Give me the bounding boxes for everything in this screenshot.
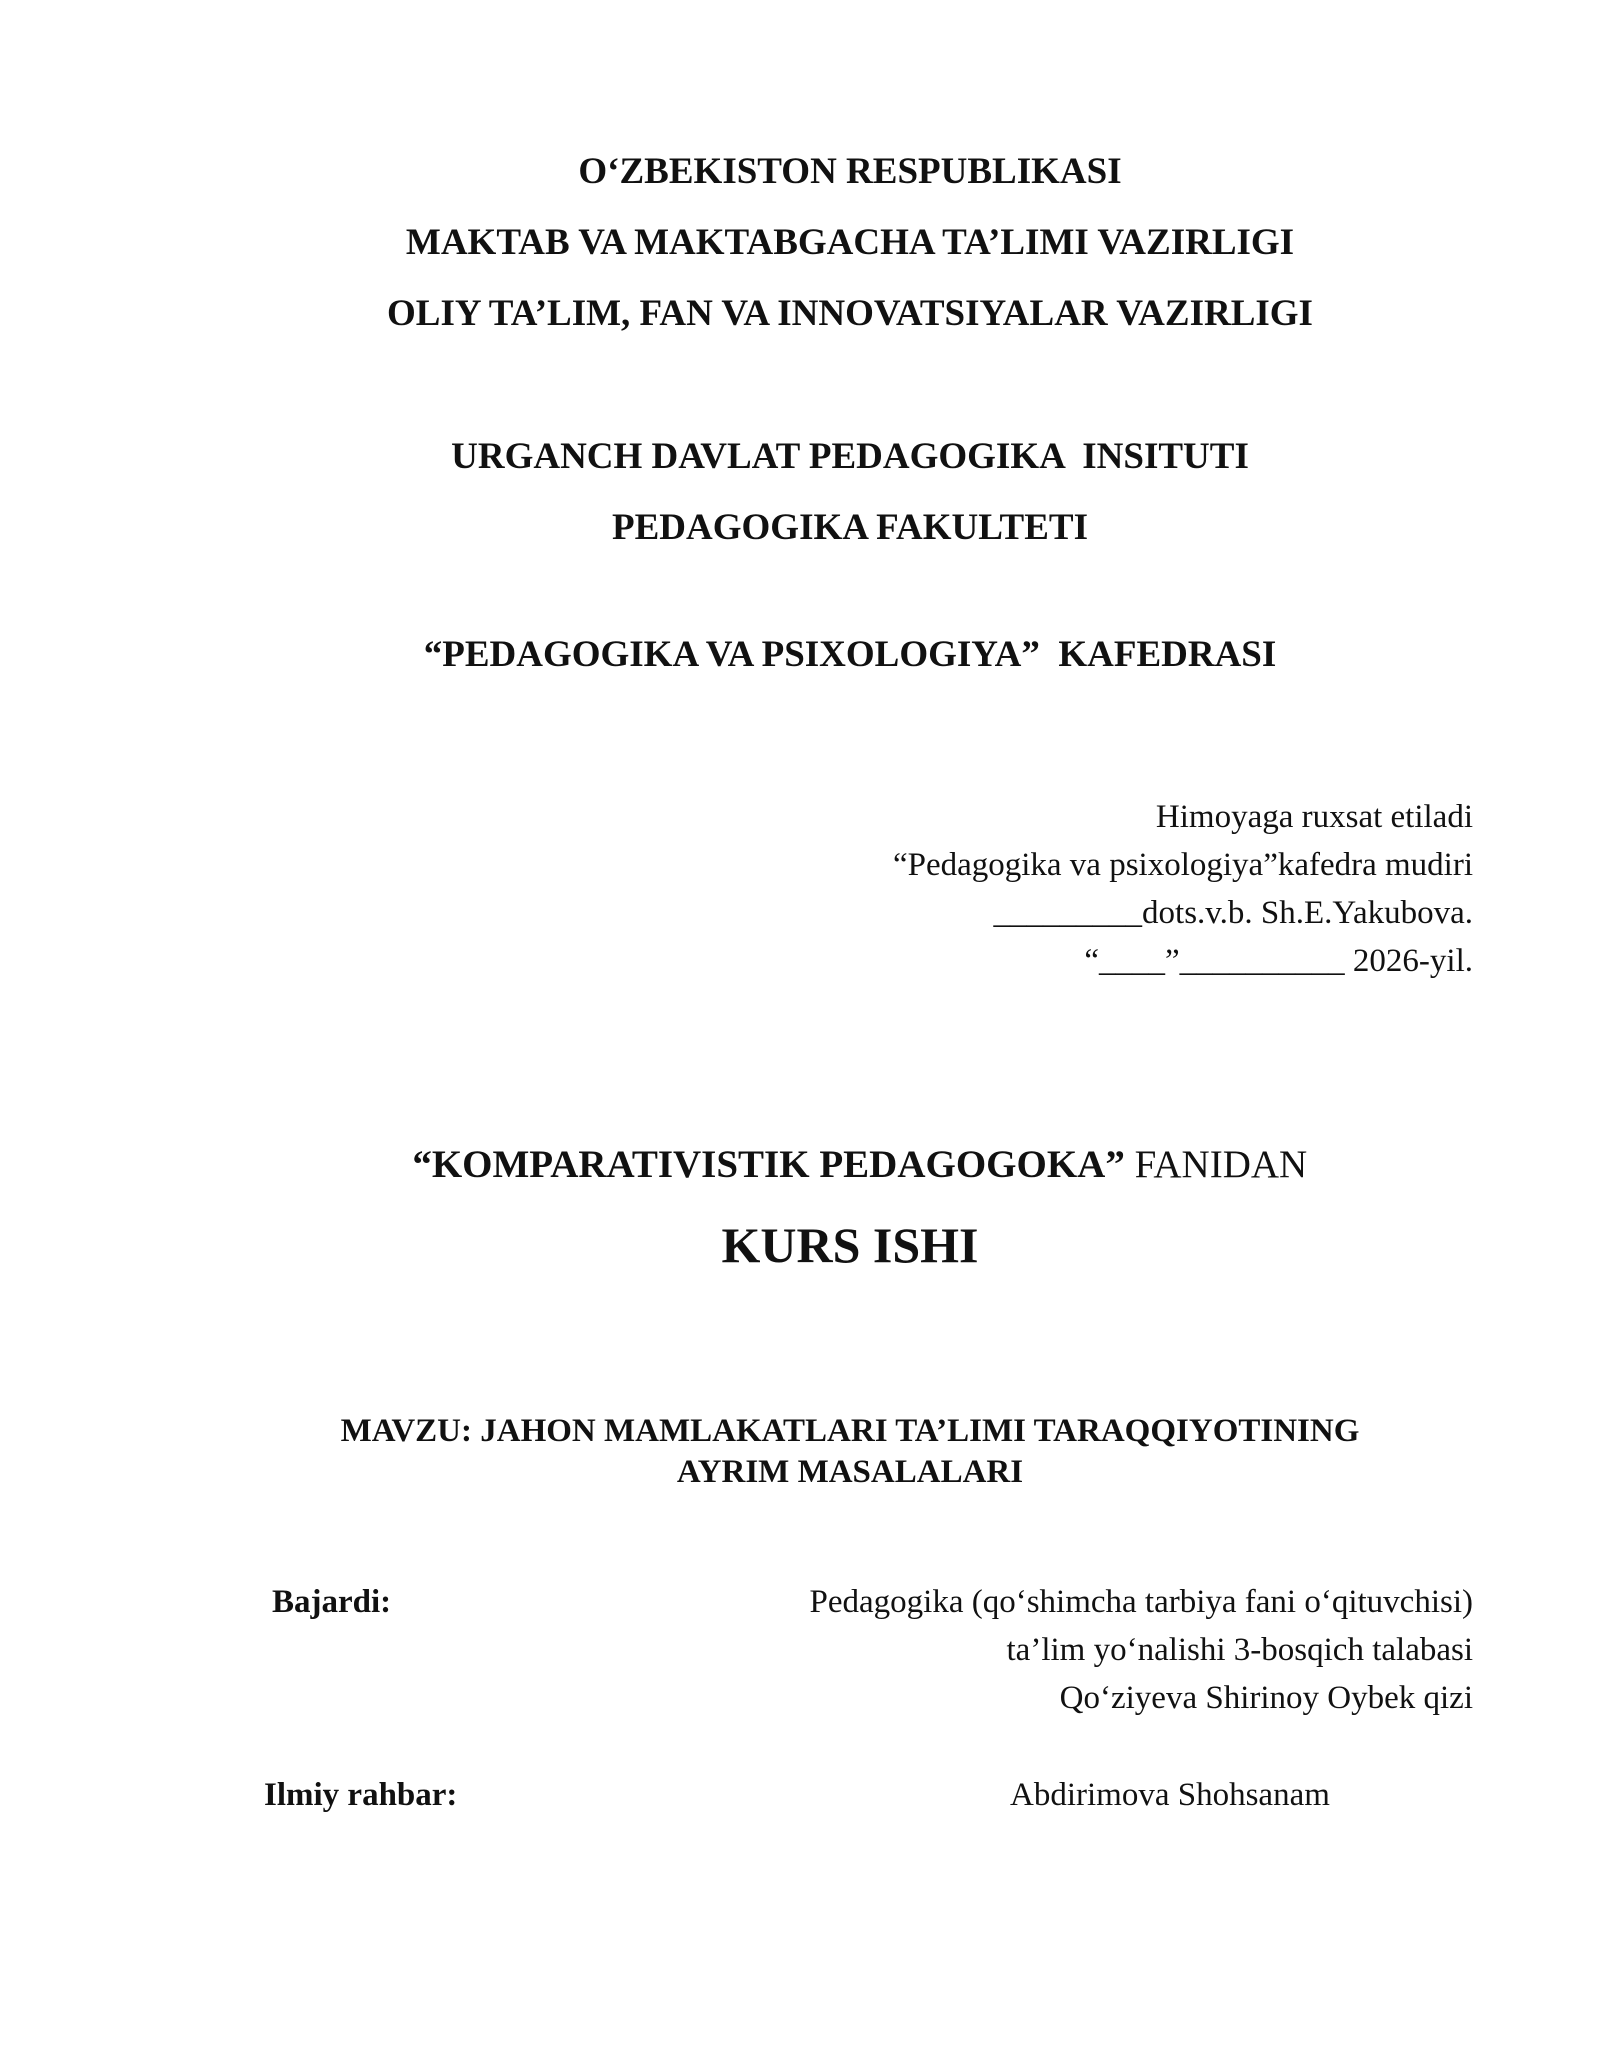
performer-line-1: Pedagogika (qo‘shimcha tarbiya fani o‘qituvchisi)	[809, 1584, 1473, 1620]
approval-line-1: Himoyaga ruxsat etiladi	[1155, 799, 1473, 835]
approval-line-2: “Pedagogika va psixologiya”kafedra mudiri	[892, 847, 1473, 883]
supervisor-name: Abdirimova Shohsanam	[1010, 1777, 1330, 1813]
faculty-name: PEDAGOGIKA FAKULTETI	[612, 507, 1088, 548]
subject-title	[0, 1106, 1600, 1184]
subject-suffix: FANIDAN	[1124, 1143, 1308, 1186]
topic-line-1: MAVZU: JAHON MAMLAKATLARI TA’LIMI TARAQQIYOTINING	[340, 1413, 1360, 1449]
performer-label: Bajardi:	[272, 1584, 392, 1620]
ministry-header-line-2: MAKTAB VA MAKTABGACHA TA’LIMI VAZIRLIGI	[405, 222, 1295, 263]
department-name: “PEDAGOGIKA VA PSIXOLOGIYA” KAFEDRASI	[423, 634, 1277, 675]
ministry-header-line-3: OLIY TA’LIM, FAN VA INNOVATSIYALAR VAZIRLIGI	[387, 293, 1313, 334]
supervisor-label: Ilmiy rahbar:	[264, 1777, 458, 1813]
topic-line-2: AYRIM MASALALARI	[676, 1454, 1024, 1490]
ministry-header-line-1: O‘ZBEKISTON RESPUBLIKASI	[578, 151, 1122, 192]
approval-line-4: “____”__________ 2026-yil.	[1084, 943, 1473, 979]
approval-line-3: _________dots.v.b. Sh.E.Yakubova.	[993, 895, 1473, 931]
performer-line-2: ta’lim yo‘nalishi 3-bosqich talabasi	[1006, 1632, 1473, 1668]
institution-name: URGANCH DAVLAT PEDAGOGIKA INSITUTI	[451, 436, 1249, 477]
performer-line-3: Qo‘ziyeva Shirinoy Oybek qizi	[1059, 1680, 1473, 1716]
subject-name: “KOMPARATIVISTIK PEDAGOGOKA”	[412, 1143, 1125, 1186]
work-type-title: KURS ISHI	[721, 1217, 979, 1273]
